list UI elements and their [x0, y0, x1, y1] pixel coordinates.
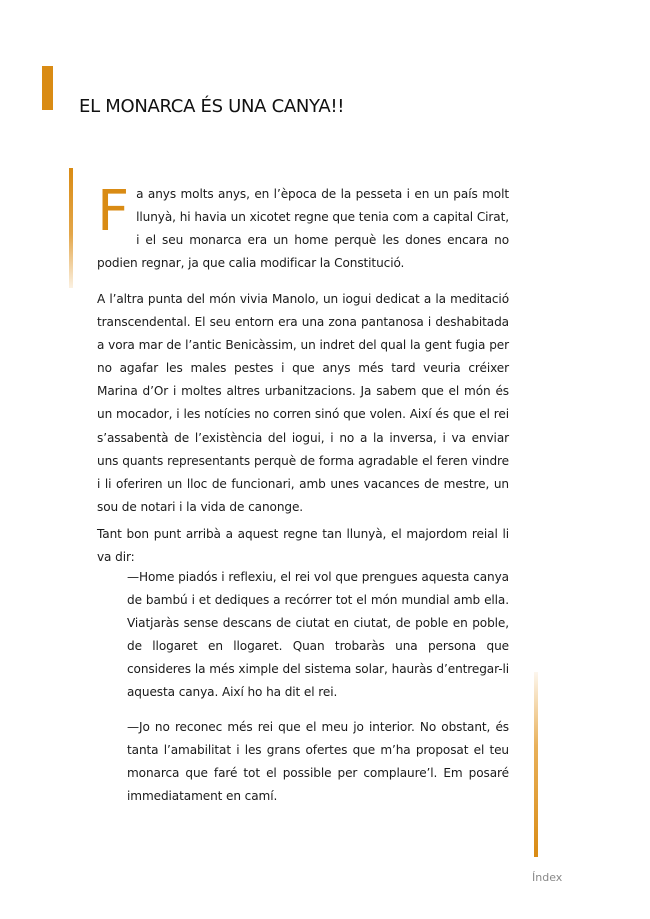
paragraph-1	[97, 179, 509, 275]
paragraph-3: Tant bon punt arribà a aquest regne tan llunyà, el majordom reial li va dir:	[97, 527, 509, 565]
paragraph-1-text: a anys molts anys, en l’època de la pesseta i en un país molt llunyà, hi havia un xicotet regne que tenia com a capital Cirat, i el seu monarca era un home perquè les dones encara no podien regnar, ja que calia modificar la Constitució.	[97, 187, 509, 271]
title-accent-bar	[42, 66, 53, 110]
paragraph-2: A l’altra punta del món vivia Manolo, un iogui dedicat a la meditació transcendental. El seu entorn era una zona pantanosa i deshabitada a vora mar de l’antic Benicàssim, un indret del qual la gent fugia per no agafar les males pestes i que anys més tard veuria créixer Marina d’Or i moltes altres urbanitzacions. Ja sabem que el món és un mocador, i les notícies no corren sinó que volen. Així és que el rei s’assabentà de l’existència del iogui, i no a la inversa, i va enviar uns quants representants perquè de forma agradable el feren vindre i li oferiren un lloc de funcionari, amb unes vacances de mestre, un sou de notari i la vida de canonge.	[97, 292, 509, 514]
drop-cap: F	[97, 179, 130, 244]
page-title: EL MONARCA ÉS UNA CANYA!!	[79, 96, 345, 117]
left-decorative-rule	[69, 168, 73, 288]
dialogue-quote-2: —Jo no reconec més rei que el meu jo interior. No obstant, és tanta l’amabilitat i les grans ofertes que m’ha proposat el teu monarca que faré tot el possible per complaure’l. Em posaré immediatament en camí.	[127, 720, 509, 804]
index-link[interactable]: Índex	[532, 871, 563, 884]
right-decorative-rule	[534, 672, 538, 857]
dialogue-quote-1: —Home piadós i reflexiu, el rei vol que prengues aquesta canya de bambú i et dediques a recórrer tot el món mundial amb ella. Viatjaràs sense descans de ciutat en ciutat, de poble en poble, de llogaret en llogaret. Quan trobaràs una persona que consideres la més ximple del sistema solar, hauràs d’entregar-li aquesta canya. Així ho ha dit el rei.	[127, 570, 509, 700]
